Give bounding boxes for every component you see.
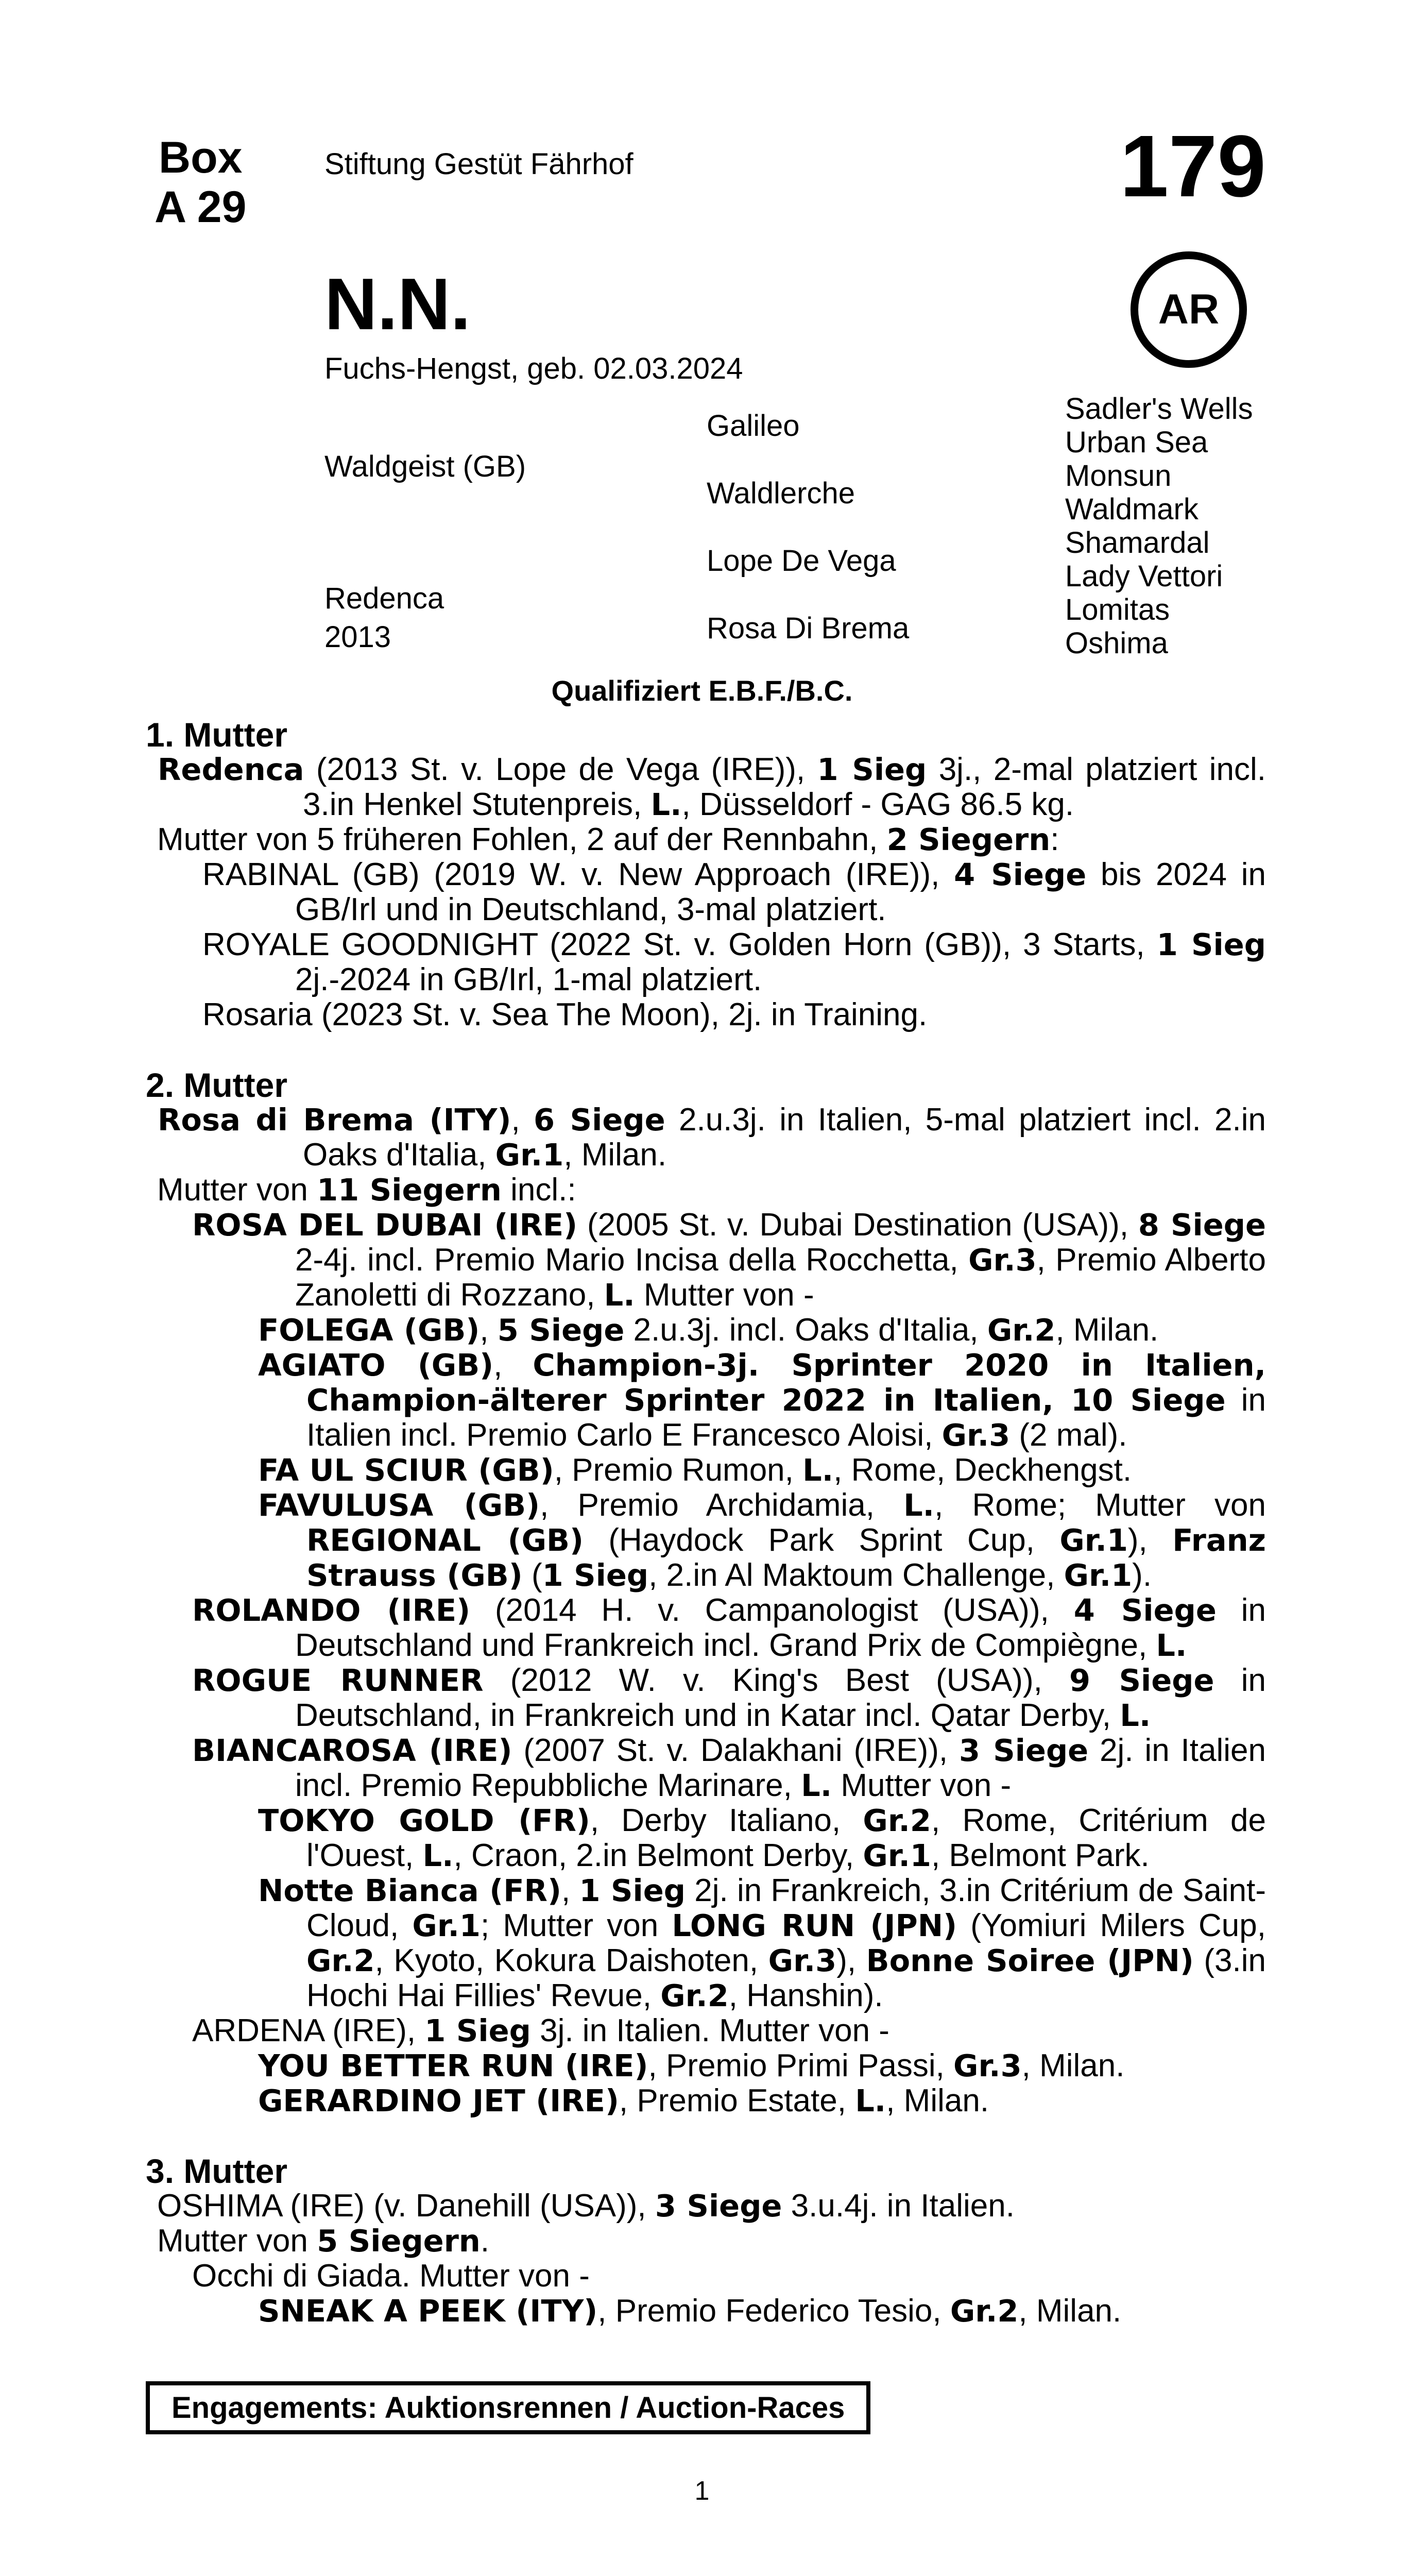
bold-text: L. [604, 1277, 635, 1313]
bold-text: LONG RUN (JPN) [672, 1908, 957, 1943]
bold-text: YOU BETTER RUN (IRE) [258, 2048, 648, 2083]
bold-text: FOLEGA (GB) [258, 1312, 480, 1348]
offspring-line: SNEAK A PEEK (ITY), Premio Federico Tesio, Gr.2, Milan. [258, 2293, 1122, 2329]
bold-text: Gr.1 [1064, 1557, 1133, 1593]
offspring-line: Notte Bianca (FR), 1 Sieg 2j. in Frankreich, 3.in Critérium de Saint-Cloud, Gr.1; Mutter von LONG RUN (JPN) (Yomiuri Milers Cup, Gr.2, Kyoto, Kokura Daishoten, Gr.3), Bonne Soiree (JPN) (3.in Hochi Hai Fillies' Revue, Gr.2, Hanshin). [258, 1873, 1266, 2013]
bold-text: ROSA DEL DUBAI (IRE) [192, 1207, 578, 1243]
bold-text: L. [422, 1838, 454, 1873]
pedigree-grandparent: Rosa Di Brema [707, 612, 910, 645]
offspring-line: YOU BETTER RUN (IRE), Premio Primi Passi, Gr.3, Milan. [258, 2048, 1125, 2083]
mutter3-heading: 3. Mutter [146, 2152, 288, 2190]
offspring-line: TOKYO GOLD (FR), Derby Italiano, Gr.2, Rome, Critérium de l'Ouest, L., Craon, 2.in Belmont Derby, Gr.1, Belmont Park. [258, 1803, 1266, 1873]
pedigree-great-grandparent: Shamardal [1065, 526, 1210, 560]
bold-text: ROGUE RUNNER [192, 1663, 484, 1698]
engagements-box: Engagements: Auktionsrennen / Auction-Races [146, 2381, 870, 2434]
offspring-line: FOLEGA (GB), 5 Siege 2.u.3j. incl. Oaks d'Italia, Gr.2, Milan. [258, 1312, 1159, 1348]
mutter1-offspring: Rosaria (2023 St. v. Sea The Moon), 2j. in Training. [202, 997, 928, 1032]
horse-name: N.N. [324, 263, 471, 345]
mutter2-offspring-list [146, 1208, 1266, 2119]
bold-text: Gr.2 [950, 2293, 1019, 2329]
mutter1-heading: 1. Mutter [146, 716, 288, 754]
bold-text: 11 Siegern [317, 1172, 502, 1208]
pedigree-great-grandparent: Oshima [1065, 626, 1168, 660]
bold-text: Champion-3j. Sprinter 2020 in Italien, Champion-älterer Sprinter 2022 in Italien, 10 Siege [306, 1347, 1266, 1418]
bold-text: L. [903, 1487, 935, 1523]
bold-text: TOKYO GOLD (FR) [258, 1803, 590, 1838]
mutter1-entry: Redenca (2013 St. v. Lope de Vega (IRE)), 1 Sieg 3j., 2-mal platziert incl. 3.in Henkel Stutenpreis, L., Düsseldorf - GAG 86.5 kg. [158, 752, 1266, 822]
pedigree-dam: Redenca [324, 582, 444, 615]
bold-text: Bonne Soiree (JPN) [866, 1943, 1194, 1978]
bold-text: L. [855, 2083, 886, 2119]
pedigree-great-grandparent: Monsun [1065, 459, 1172, 493]
bold-text: 1 Sieg [579, 1873, 686, 1908]
bold-text: Gr.2 [863, 1803, 931, 1838]
bold-text: 1 Sieg [542, 1557, 649, 1593]
bold-text: 1 Sieg [817, 752, 927, 787]
bold-text: Rosa di Brema (ITY) [158, 1102, 511, 1138]
bold-text: 1 Sieg [424, 2013, 531, 2048]
bold-text: L. [1120, 1698, 1151, 1733]
bold-text: Gr.3 [968, 1242, 1037, 1278]
box-word: Box [159, 133, 243, 182]
offspring-line: Occhi di Giada. Mutter von - [192, 2258, 590, 2294]
mutter1-offspring: ROYALE GOODNIGHT (2022 St. v. Golden Horn (GB)), 3 Starts, 1 Sieg 2j.-2024 in GB/Irl, 1-mal platziert. [202, 927, 1266, 997]
offspring-line: FAVULUSA (GB), Premio Archidamia, L., Rome; Mutter von REGIONAL (GB) (Haydock Park Sprint Cup, Gr.1), Franz Strauss (GB) (1 Sieg, 2.in Al Maktoum Challenge, Gr.1). [258, 1487, 1266, 1593]
bold-text: REGIONAL (GB) [306, 1522, 584, 1558]
page-number: 1 [694, 2476, 710, 2506]
bold-text: ROLANDO (IRE) [192, 1592, 471, 1628]
bold-text: 5 Siegern [317, 2223, 481, 2259]
mutter2-mother-of: Mutter von 11 Siegern incl.: [157, 1172, 576, 1208]
bold-text: Gr.1 [1059, 1522, 1128, 1558]
bold-text: 6 Siege [534, 1102, 665, 1138]
box-label [155, 133, 246, 232]
bold-text: BIANCAROSA (IRE) [192, 1733, 512, 1768]
pedigree-grandparent: Waldlerche [707, 477, 855, 510]
bold-text: L. [650, 787, 682, 822]
bold-text: Franz Strauss (GB) [306, 1522, 1266, 1593]
offspring-line: AGIATO (GB), Champion-3j. Sprinter 2020 in Italien, Champion-älterer Sprinter 2022 in Italien, 10 Siege in Italien incl. Premio Carlo E Francesco Aloisi, Gr.3 (2 mal). [258, 1347, 1266, 1453]
mutter2-heading: 2. Mutter [146, 1066, 288, 1104]
offspring-line: ROSA DEL DUBAI (IRE) (2005 St. v. Dubai Destination (USA)), 8 Siege 2-4j. incl. Premio Mario Incisa della Rocchetta, Gr.3, Premio Alberto Zanoletti di Rozzano, L. Mutter von - [192, 1207, 1266, 1313]
qualification: Qualifiziert E.B.F./B.C. [551, 674, 853, 707]
bold-text: Gr.2 [306, 1943, 375, 1978]
pedigree-great-grandparent: Lady Vettori [1065, 560, 1223, 593]
mutter2-entry: Rosa di Brema (ITY), 6 Siege 2.u.3j. in Italien, 5-mal platziert incl. 2.in Oaks d'Italia, Gr.1, Milan. [158, 1102, 1266, 1173]
offspring-line: GERARDINO JET (IRE), Premio Estate, L., Milan. [258, 2083, 989, 2119]
bold-text: 1 Sieg [1156, 927, 1266, 962]
bold-text: 5 Siege [497, 1312, 625, 1348]
mutter3-entry: OSHIMA (IRE) (v. Danehill (USA)), 3 Siege 3.u.4j. in Italien. [157, 2188, 1015, 2224]
offspring-line: BIANCAROSA (IRE) (2007 St. v. Dalakhani (IRE)), 3 Siege 2j. in Italien incl. Premio Repubbliche Marinare, L. Mutter von - [192, 1733, 1266, 1803]
lot-number: 179 [1120, 117, 1266, 215]
bold-text: Gr.2 [660, 1978, 729, 2013]
pedigree-great-grandparent: Waldmark [1065, 493, 1198, 526]
bold-text: 3 Siege [958, 1733, 1089, 1768]
bold-text: Redenca [158, 752, 304, 787]
bold-text: 4 Siege [1073, 1592, 1217, 1628]
bold-text: 8 Siege [1138, 1207, 1266, 1243]
bold-text: Gr.3 [768, 1943, 837, 1978]
ar-badge-label: AR [1158, 286, 1220, 333]
bold-text: Gr.3 [941, 1417, 1011, 1453]
bold-text: L. [801, 1768, 832, 1803]
bold-text: Gr.1 [412, 1908, 481, 1943]
pedigree-grandparent: Lope De Vega [707, 544, 896, 578]
breeder: Stiftung Gestüt Fährhof [324, 147, 633, 181]
offspring-line: ROLANDO (IRE) (2014 H. v. Campanologist (USA)), 4 Siege in Deutschland und Frankreich incl. Grand Prix de Compiègne, L. [192, 1592, 1266, 1663]
pedigree-great-grandparent: Urban Sea [1065, 426, 1208, 459]
offspring-line: ARDENA (IRE), 1 Sieg 3j. in Italien. Mutter von - [192, 2013, 889, 2048]
bold-text: 4 Siege [954, 857, 1087, 892]
bold-text: Gr.1 [863, 1838, 931, 1873]
bold-text: 9 Siege [1069, 1663, 1214, 1698]
bold-text: 2 Siegern [886, 822, 1051, 857]
bold-text: Gr.2 [987, 1312, 1056, 1348]
bold-text: Notte Bianca (FR) [258, 1873, 561, 1908]
box-number: A 29 [155, 182, 247, 232]
ar-badge [1131, 251, 1247, 368]
bold-text: SNEAK A PEEK (ITY) [258, 2293, 598, 2329]
mutter1-mother-of: Mutter von 5 früheren Fohlen, 2 auf der Rennbahn, 2 Siegern: [157, 822, 1059, 857]
pedigree-sire: Waldgeist (GB) [324, 450, 526, 483]
bold-text: GERARDINO JET (IRE) [258, 2083, 619, 2119]
horse-description: Fuchs-Hengst, geb. 02.03.2024 [324, 352, 743, 385]
bold-text: FA UL SCIUR (GB) [258, 1452, 554, 1488]
bold-text: 3 Siege [655, 2188, 782, 2224]
bold-text: L. [1156, 1628, 1187, 1663]
pedigree-dam-year: 2013 [324, 620, 391, 654]
mutter3-mother-of: Mutter von 5 Siegern. [157, 2223, 490, 2259]
offspring-line: ROGUE RUNNER (2012 W. v. King's Best (USA)), 9 Siege in Deutschland, in Frankreich und in Katar incl. Qatar Derby, L. [192, 1663, 1266, 1733]
mutter3-offspring-list [146, 2259, 1266, 2329]
bold-text: Gr.1 [495, 1137, 564, 1173]
bold-text: L. [802, 1452, 834, 1488]
bold-text: Gr.3 [953, 2048, 1022, 2083]
bold-text: AGIATO (GB) [258, 1347, 494, 1383]
bold-text: FAVULUSA (GB) [258, 1487, 540, 1523]
offspring-line: FA UL SCIUR (GB), Premio Rumon, L., Rome, Deckhengst. [258, 1452, 1132, 1488]
family-content [146, 717, 1266, 2329]
pedigree-great-grandparent: Lomitas [1065, 593, 1170, 626]
pedigree-grandparent: Galileo [707, 409, 800, 443]
mutter1-offspring: RABINAL (GB) (2019 W. v. New Approach (IRE)), 4 Siege bis 2024 in GB/Irl und in Deutschland, 3-mal platziert. [202, 857, 1266, 927]
pedigree-great-grandparent: Sadler's Wells [1065, 392, 1253, 426]
